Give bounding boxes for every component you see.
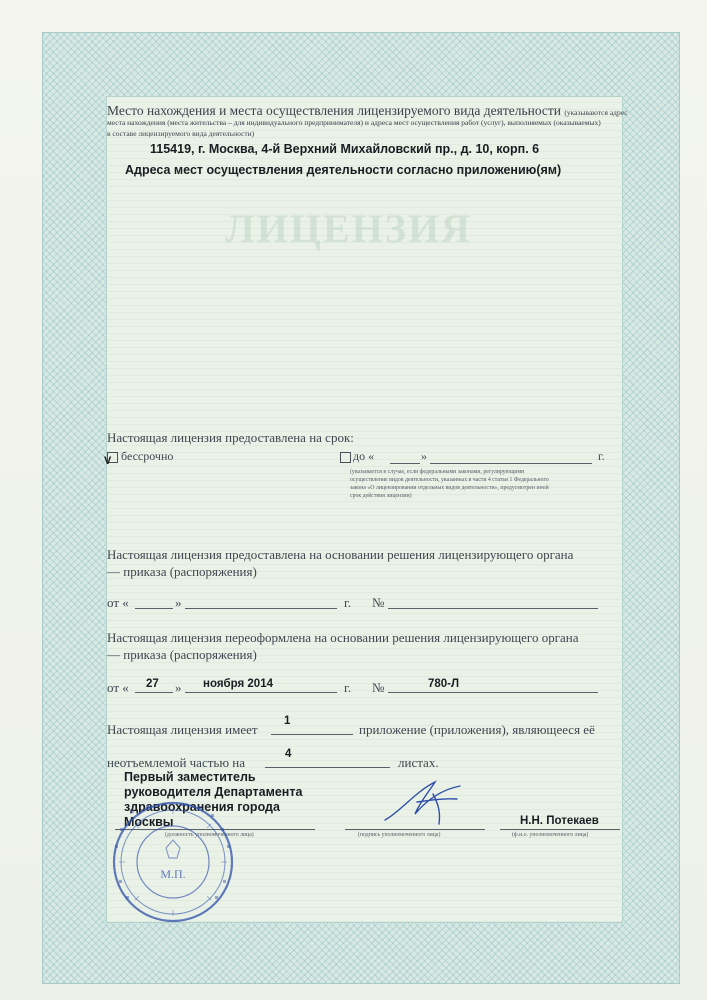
address-line-1: 115419, г. Москва, 4-й Верхний Михайловский пр., д. 10, корп. 6 [150,142,540,156]
header-title: Место нахождения и места осуществления лицензируемого вида деятельности [107,103,562,118]
basis-close-quote: » [175,595,182,610]
name-caption: (ф.и.о. уполномоченного лица) [512,832,589,838]
reissue-label-2: — приказа (распоряжения) [107,647,257,662]
header-note-1: (указываются адрес [564,108,628,117]
appendix-sheets: 4 [285,748,292,760]
reissue-number-label: № [372,680,385,695]
stamp-initials: М.П. [160,867,186,881]
official-stamp [111,800,235,924]
appendix-part-label: неотъемлемой частью на [107,755,246,770]
reissue-from-label: от « [107,680,129,695]
sign-caption: (подпись уполномоченного лица) [358,832,441,838]
basis-day-line [135,608,173,609]
appendix-sheets-line [265,767,390,768]
reissue-month-year: ноября 2014 [203,678,273,690]
until-checkbox[interactable] [340,452,351,463]
until-note: (указывается в случае, если федеральными законами, регулирующими осуществление видов деятельности, указанных в части 4 статьи 1 Федерального закона «О лицензировании отдельных видов деятельности», предусмотрен иной срок действия лицензии) [350,469,549,499]
appendix-count-line [271,734,353,735]
until-label: до « [353,449,375,463]
reissue-year-suffix: г. [344,680,352,695]
header-note-3: в составе лицензируемого вида деятельности) [107,129,255,138]
appendix-tail: приложение (приложения), являющееся её [359,722,595,737]
header-note-2: места нахождения (места жительства – для индивидуального предпринимателя) и адреса мест осуществления работ (услуг), выполняемых (оказываемых) [107,118,601,127]
until-close-quote: » [421,449,427,463]
reissue-close-quote: » [175,680,182,695]
appendix-count: 1 [284,715,291,727]
reissue-label-1: Настоящая лицензия переоформлена на основании решения лицензирующего органа [107,630,579,645]
address-line-2: Адреса мест осуществления деятельности согласно приложению(ям) [125,163,562,177]
sign-line [345,829,485,830]
unlimited-label: бессрочно [121,449,174,463]
reissue-number-line [388,692,598,693]
reissue-number: 780-Л [428,678,460,690]
watermark: ЛИЦЕНЗИЯ [225,206,472,251]
signer-position: Первый заместитель руководителя Департамента здравоохранения города Москвы [124,770,303,829]
basis-label-1: Настоящая лицензия предоставлена на основании решения лицензирующего органа [107,547,574,562]
until-year-suffix: г. [598,449,605,463]
basis-from-label: от « [107,595,129,610]
header-title-line [107,103,628,119]
until-month-line [430,463,592,464]
basis-label-2: — приказа (распоряжения) [107,564,257,579]
term-label: Настоящая лицензия предоставлена на срок: [107,430,354,445]
name-line [500,829,620,830]
check-mark: V [104,455,112,467]
reissue-day: 27 [146,678,159,690]
signer-name: Н.Н. Потекаев [520,815,599,827]
appendix-has-label: Настоящая лицензия имеет [107,722,258,737]
reissue-day-line [135,692,173,693]
reissue-month-line [185,692,337,693]
basis-year-suffix: г. [344,595,352,610]
basis-number-label: № [372,595,385,610]
appendix-sheets-suffix: листах. [398,755,439,770]
basis-month-line [185,608,337,609]
position-caption: (должность уполномоченного лица) [165,832,254,838]
until-day-line [390,463,420,464]
handwritten-signature [375,772,475,832]
basis-number-line [388,608,598,609]
